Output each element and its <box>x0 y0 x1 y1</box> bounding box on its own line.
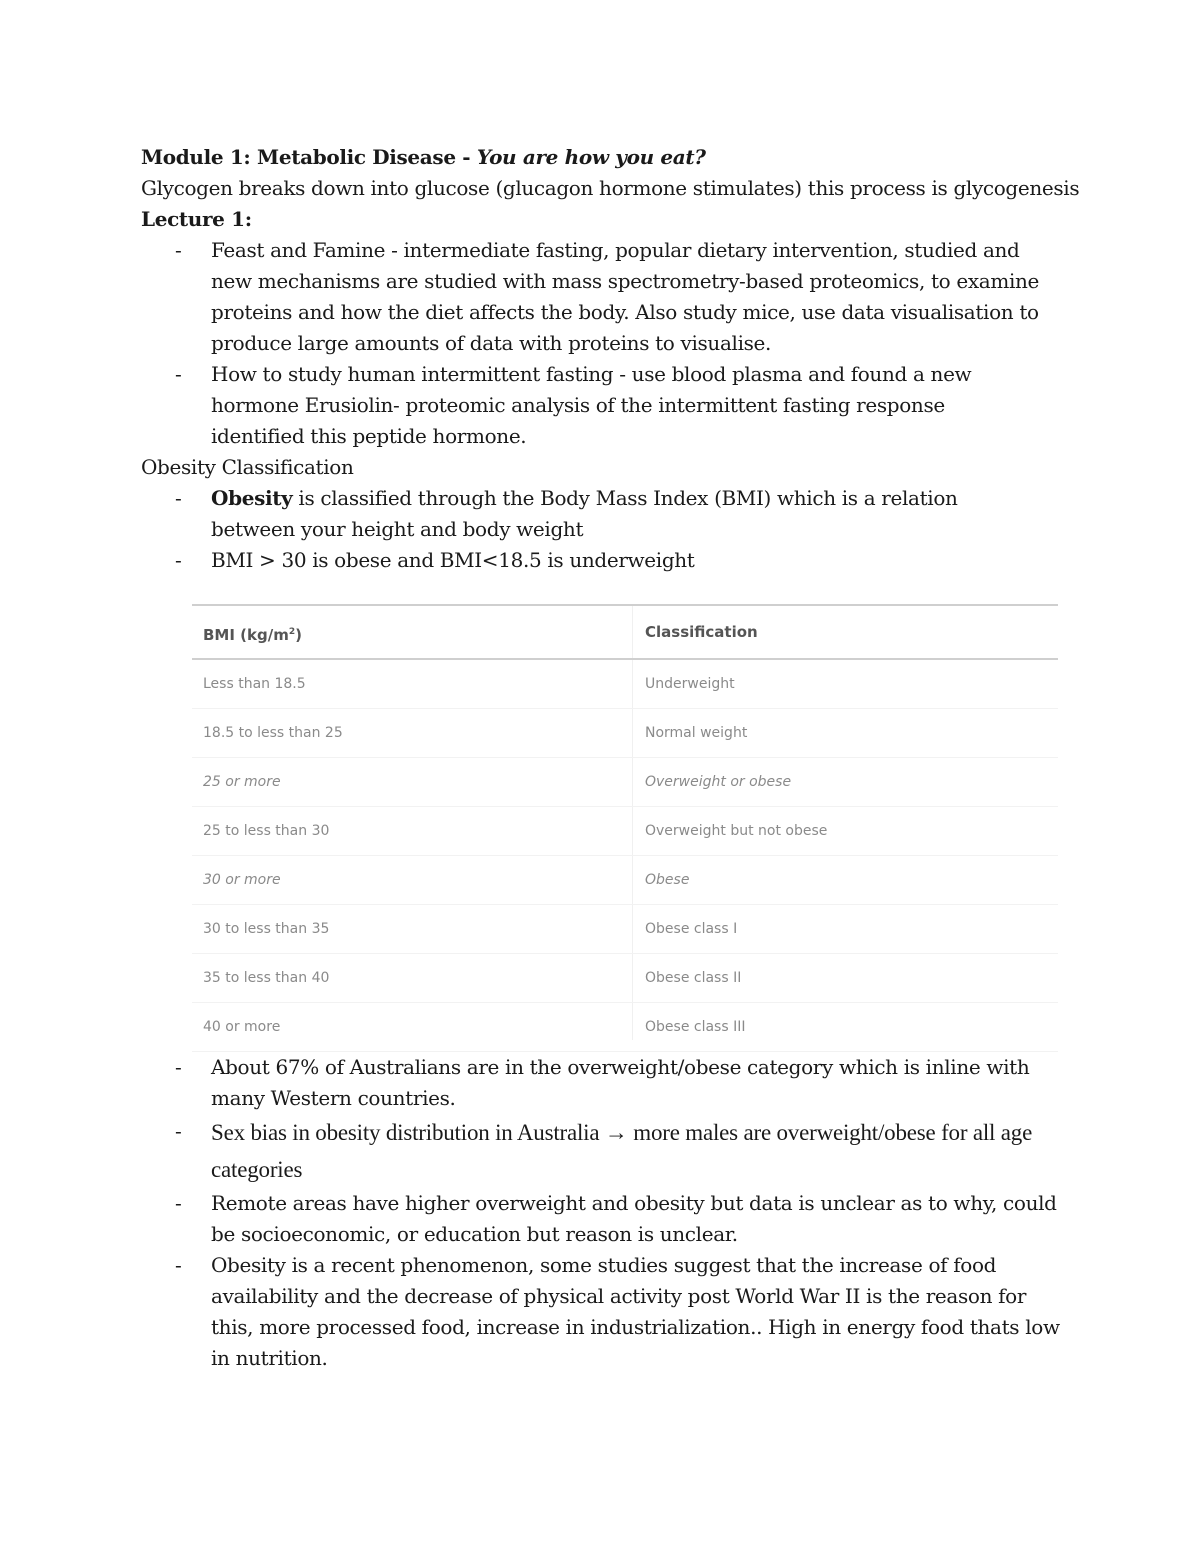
module-title-bold: Module 1: Metabolic Disease - <box>141 145 477 169</box>
bullet-text: Sex bias in obesity distribution in Australia → more males are overweight/obese for all age categories <box>211 1120 1033 1182</box>
intro-line: Glycogen breaks down into glucose (glucagon hormone stimulates) this process is glycogenesis <box>141 176 1080 200</box>
bullet-dash: - <box>175 548 182 572</box>
bmi-cell: 30 or more <box>203 872 281 888</box>
classification-cell: Normal weight <box>645 725 748 741</box>
module-title <box>141 142 706 173</box>
classification-cell: Obese class I <box>645 921 738 937</box>
table-row <box>192 807 1058 856</box>
header-bmi-close: ) <box>295 626 302 644</box>
obesity-definition: is classified through the Body Mass Index (BMI) which is a relation between your height and body weight <box>211 486 958 541</box>
bullet-text: How to study human intermittent fasting - use blood plasma and found a new hormone Erusiolin- proteomic analysis of the intermittent fasting response identified this peptide hormone. <box>211 362 972 448</box>
bullet-dash: - <box>175 238 182 262</box>
section-heading: Obesity Classification <box>141 455 354 479</box>
table-row <box>192 1003 1058 1052</box>
bullet-text: BMI > 30 is obese and BMI<18.5 is underweight <box>211 548 695 572</box>
bullet-text <box>211 483 1031 545</box>
bmi-cell: 30 to less than 35 <box>203 921 330 937</box>
obesity-term: Obesity <box>211 486 293 510</box>
classification-cell: Obese class II <box>645 970 742 986</box>
table-row <box>192 709 1058 758</box>
table-row <box>192 660 1058 709</box>
bullet-text: Remote areas have higher overweight and obesity but data is unclear as to why, could be socioeconomic, or education but reason is unclear. <box>211 1191 1057 1246</box>
classification-cell: Overweight but not obese <box>645 823 828 839</box>
table-row <box>192 856 1058 905</box>
bullet-dash: - <box>175 486 182 510</box>
bullet-dash: - <box>175 362 182 386</box>
bullet-text: About 67% of Australians are in the overweight/obese category which is inline with many Western countries. <box>211 1055 1030 1110</box>
classification-cell: Obese class III <box>645 1019 746 1035</box>
table-row <box>192 905 1058 954</box>
bmi-cell: 18.5 to less than 25 <box>203 725 343 741</box>
header-bmi-text: BMI (kg/m <box>203 626 289 644</box>
bmi-table <box>192 604 1058 1052</box>
classification-cell: Overweight or obese <box>645 774 792 790</box>
header-bmi <box>203 606 623 661</box>
bullet-dash: - <box>175 1119 182 1143</box>
bmi-cell: 40 or more <box>203 1019 281 1035</box>
bullet-dash: - <box>175 1191 182 1215</box>
classification-cell: Underweight <box>645 676 735 692</box>
header-classification: Classification <box>645 623 758 641</box>
bullet-dash: - <box>175 1055 182 1079</box>
table-row <box>192 954 1058 1003</box>
table-header <box>192 604 1058 660</box>
bmi-cell: 25 or more <box>203 774 281 790</box>
lecture-heading: Lecture 1: <box>141 207 252 231</box>
bmi-cell: 25 to less than 30 <box>203 823 330 839</box>
table-row <box>192 758 1058 807</box>
bullet-dash: - <box>175 1253 182 1277</box>
module-title-italic: You are how you eat? <box>476 145 706 169</box>
classification-cell: Obese <box>645 872 690 888</box>
header-bmi-sup: 2 <box>288 627 296 637</box>
bmi-cell: Less than 18.5 <box>203 676 306 692</box>
bullet-text: Obesity is a recent phenomenon, some studies suggest that the increase of food availability and the decrease of physical activity post World War II is the reason for this, more processed food, increase in industrialization.. High in energy food thats low in nutrition. <box>211 1253 1060 1370</box>
bmi-cell: 35 to less than 40 <box>203 970 330 986</box>
bullet-text: Feast and Famine - intermediate fasting, popular dietary intervention, studied and new mechanisms are studied with mass spectrometry-based proteomics, to examine proteins and how the diet affects the body. Also study mice, use data visualisation to produce large amounts of data with proteins to visualise. <box>211 238 1040 355</box>
